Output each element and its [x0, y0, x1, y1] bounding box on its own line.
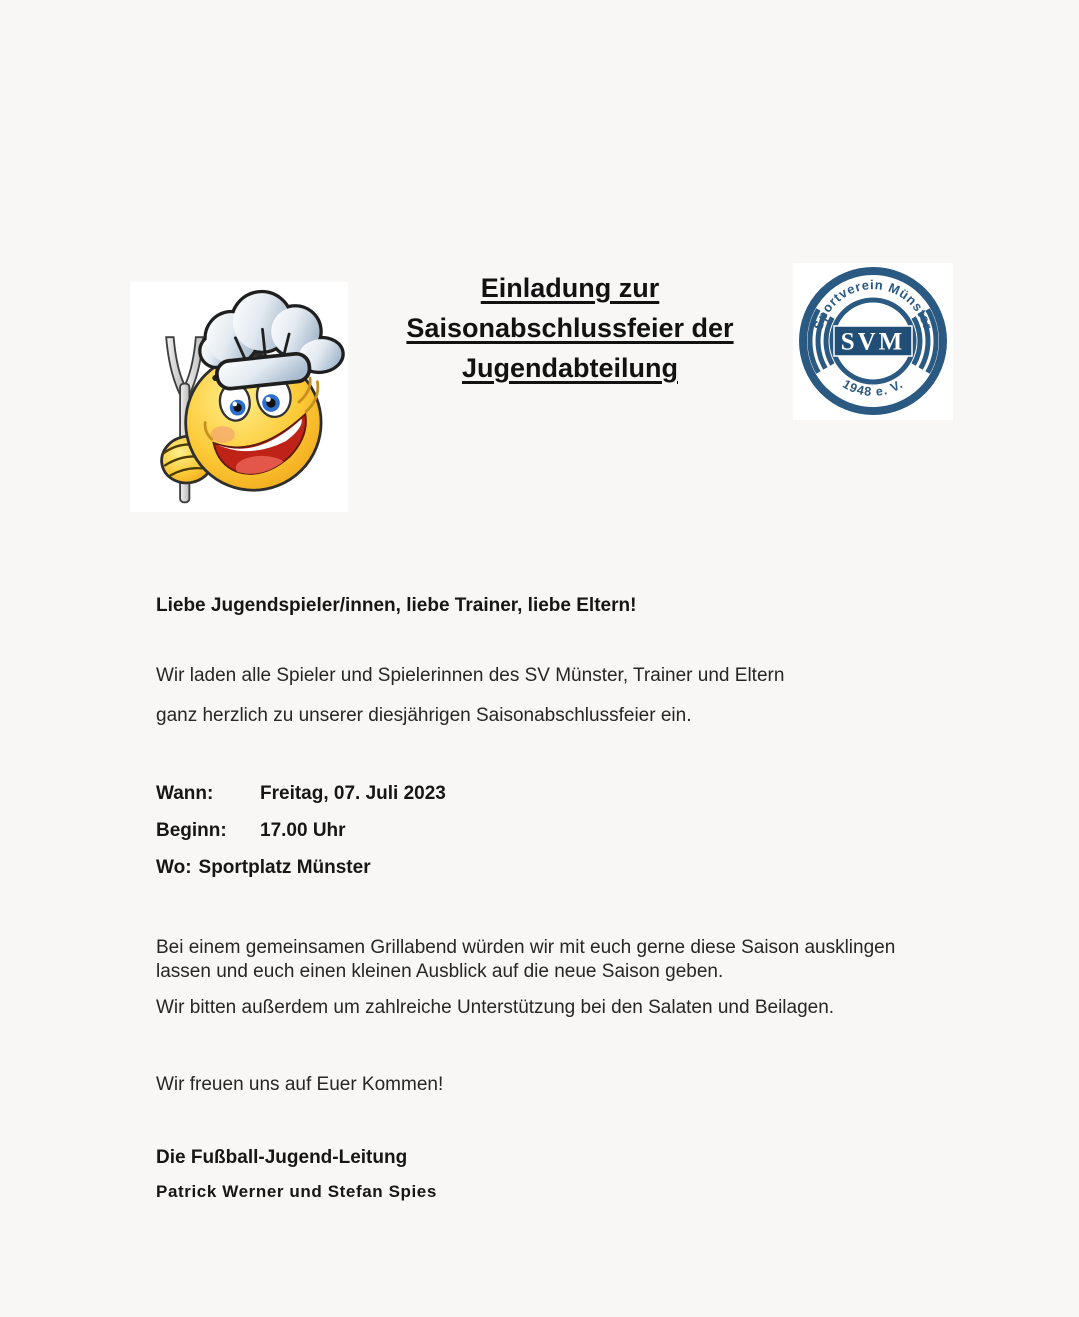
intro-paragraph — [156, 656, 784, 736]
grill-line-1: Bei einem gemeinsamen Grillabend würden wir mit euch gerne diese Saison ausklingen — [156, 937, 896, 958]
title-line-2: Saisonabschlussfeier der — [406, 313, 734, 343]
detail-label-when: Wann: — [156, 783, 214, 804]
closing-line: Wir freuen uns auf Euer Kommen! — [156, 1074, 444, 1095]
detail-label-start: Beginn: — [156, 820, 227, 841]
chef-smiley-icon — [130, 282, 348, 512]
salad-request-line: Wir bitten außerdem um zahlreiche Unterstützung bei den Salaten und Beilagen. — [156, 997, 835, 1018]
chef-smiley-image — [130, 282, 348, 512]
signature-title: Die Fußball-Jugend-Leitung — [156, 1147, 408, 1168]
logo-year-text: 1948 e. V. — [840, 376, 906, 399]
event-details — [156, 775, 446, 886]
page-title — [370, 268, 770, 388]
greeting-line: Liebe Jugendspieler/innen, liebe Trainer, liebe Eltern! — [156, 595, 637, 616]
signature-names: Patrick Werner und Stefan Spies — [156, 1182, 437, 1201]
grill-line-2: lassen und euch einen kleinen Ausblick auf die neue Saison geben. — [156, 961, 724, 982]
intro-line-1: Wir laden alle Spieler und Spielerinnen des SV Münster, Trainer und Eltern — [156, 665, 785, 686]
logo-center-text: SVM — [840, 328, 906, 356]
detail-row-when — [156, 775, 446, 812]
detail-value-where: Sportplatz Münster — [198, 857, 371, 878]
logo-top-text: Sportverein Münster — [810, 277, 936, 332]
detail-label-where: Wo: — [156, 857, 192, 878]
title-line-1: Einladung zur — [480, 273, 660, 303]
detail-value-when: Freitag, 07. Juli 2023 — [260, 783, 446, 804]
club-logo — [793, 263, 953, 420]
detail-row-where — [156, 849, 446, 886]
detail-value-start: 17.00 Uhr — [260, 820, 346, 841]
grill-paragraph — [156, 936, 895, 984]
svm-club-logo-icon — [793, 263, 953, 420]
chef-hat-icon — [196, 285, 344, 391]
detail-row-start — [156, 812, 446, 849]
title-line-3: Jugendabteilung — [462, 353, 678, 383]
intro-line-2: ganz herzlich zu unserer diesjährigen Saisonabschlussfeier ein. — [156, 705, 692, 726]
